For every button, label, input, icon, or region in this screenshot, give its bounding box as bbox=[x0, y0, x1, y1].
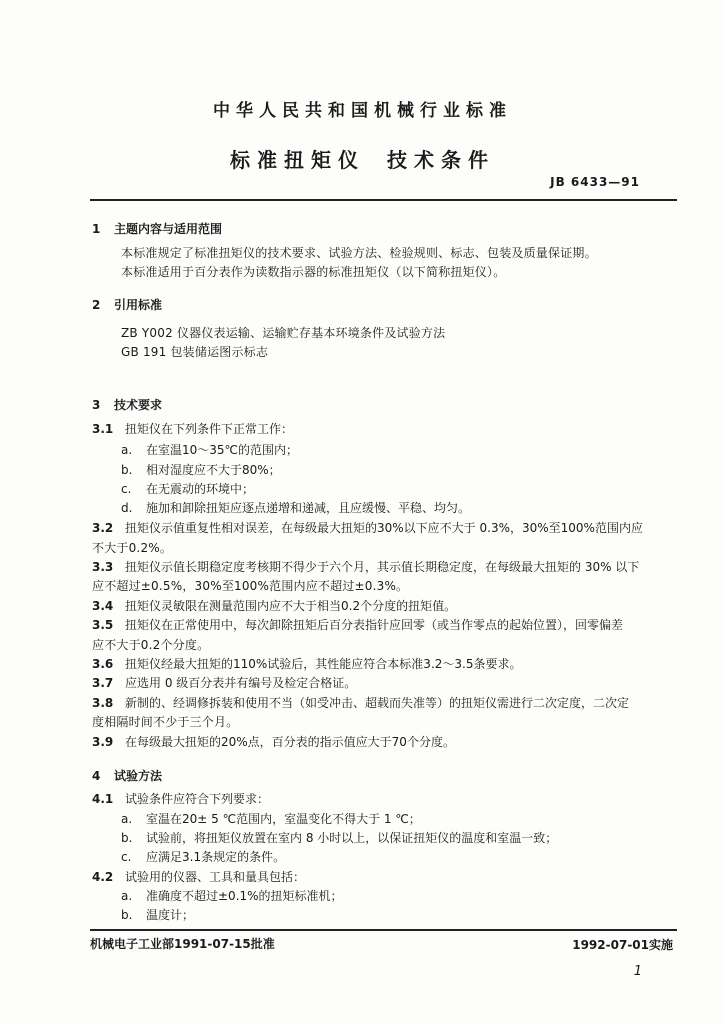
list-item: a. 室温在20± 5 ℃范围内，室温变化不得大于 1 ℃； bbox=[121, 812, 421, 826]
section-heading-2: 2 引用标准 bbox=[92, 298, 163, 312]
reference-item: GB 191 包装储运图示标志 bbox=[121, 345, 269, 359]
title-main: 标准扭矩仪 bbox=[230, 148, 365, 172]
section-heading-4: 4 试验方法 bbox=[92, 769, 163, 783]
clause-3-1: 3.1 扭矩仪在下列条件下正常工作： bbox=[92, 422, 294, 436]
clause-3-4: 3.4 扭矩仪灵敏限在测量范围内应不大于相当0.2个分度的扭矩值。 bbox=[92, 599, 457, 613]
clause-3-8: 3.8 新制的、经调修拆装和使用不当（如受冲击、超载而失准等）的扭矩仪需进行二次定度，二次定 bbox=[92, 696, 630, 710]
implementation-date: 1992-07-01实施 bbox=[572, 938, 673, 952]
list-item: b. 试验前，将扭矩仪放置在室内 8 小时以上，以保证扭矩仪的温度和室温一致； bbox=[121, 831, 558, 845]
list-item: a. 在室温10～35℃的范围内； bbox=[121, 443, 299, 457]
clause-continuation: 应不大于0.2个分度。 bbox=[92, 638, 210, 652]
reference-item: ZB Y002 仪器仪表运输、运输贮存基本环境条件及试验方法 bbox=[121, 326, 446, 340]
standard-code: JB 6433—91 bbox=[550, 175, 640, 189]
clause-3-5: 3.5 扭矩仪在正常使用中，每次卸除扭矩后百分表指针应回零（或当作零点的起始位置），回零偏差 bbox=[92, 618, 624, 632]
clause-4-1: 4.1 试验条件应符合下列要求： bbox=[92, 792, 270, 806]
clause-3-9: 3.9 在每级最大扭矩的20%点，百分表的指示值应大于70个分度。 bbox=[92, 735, 455, 749]
approval-date: 机械电子工业部1991-07-15批准 bbox=[90, 937, 275, 951]
clause-3-6: 3.6 扭矩仪经最大扭矩的110%试验后，其性能应符合本标准3.2～3.5条要求。 bbox=[92, 657, 522, 671]
clause-continuation: 度相隔时间不少于三个月。 bbox=[92, 715, 239, 729]
document-title bbox=[0, 144, 725, 173]
list-item: b. 温度计； bbox=[121, 908, 195, 922]
section-heading-1: 1 主题内容与适用范围 bbox=[92, 222, 223, 236]
page-number: 1 bbox=[633, 964, 642, 979]
footer-rule bbox=[90, 929, 677, 931]
clause-continuation: 应不超过±0.5%，30%至100%范围内应不超过±0.3%。 bbox=[92, 579, 409, 593]
clause-3-3: 3.3 扭矩仪示值长期稳定度考核期不得少于六个月，其示值长期稳定度，在每级最大扭矩的 30% 以下 bbox=[92, 560, 640, 574]
header-rule bbox=[90, 199, 677, 201]
clause-3-7: 3.7 应选用 0 级百分表并有编号及检定合格证。 bbox=[92, 676, 357, 690]
list-item: c. 应满足3.1条规定的条件。 bbox=[121, 850, 286, 864]
issuing-organization: 中华人民共和国机械行业标准 bbox=[213, 101, 512, 121]
clause-4-2: 4.2 试验用的仪器、工具和量具包括： bbox=[92, 870, 306, 884]
clause-3-2: 3.2 扭矩仪示值重复性相对误差，在每级最大扭矩的30%以下应不大于 0.3%，30%至100%范围内应 bbox=[92, 521, 643, 535]
list-item: c. 在无震动的环境中； bbox=[121, 482, 255, 496]
title-sub: 技术条件 bbox=[387, 148, 495, 172]
section-heading-3: 3 技术要求 bbox=[92, 398, 163, 412]
section-1-paragraph: 本标准规定了标准扭矩仪的技术要求、试验方法、检验规则、标志、包装及质量保证期。 bbox=[121, 246, 597, 260]
section-1-paragraph: 本标准适用于百分表作为读数指示器的标准扭矩仪（以下简称扭矩仪）。 bbox=[121, 265, 506, 279]
list-item: d. 施加和卸除扭矩应逐点递增和递减，且应缓慢、平稳、均匀。 bbox=[121, 501, 471, 515]
list-item: a. 准确度不超过±0.1%的扭矩标准机； bbox=[121, 889, 343, 903]
list-item: b. 相对湿度应不大于80%； bbox=[121, 463, 281, 477]
clause-continuation: 不大于0.2%。 bbox=[92, 541, 173, 555]
